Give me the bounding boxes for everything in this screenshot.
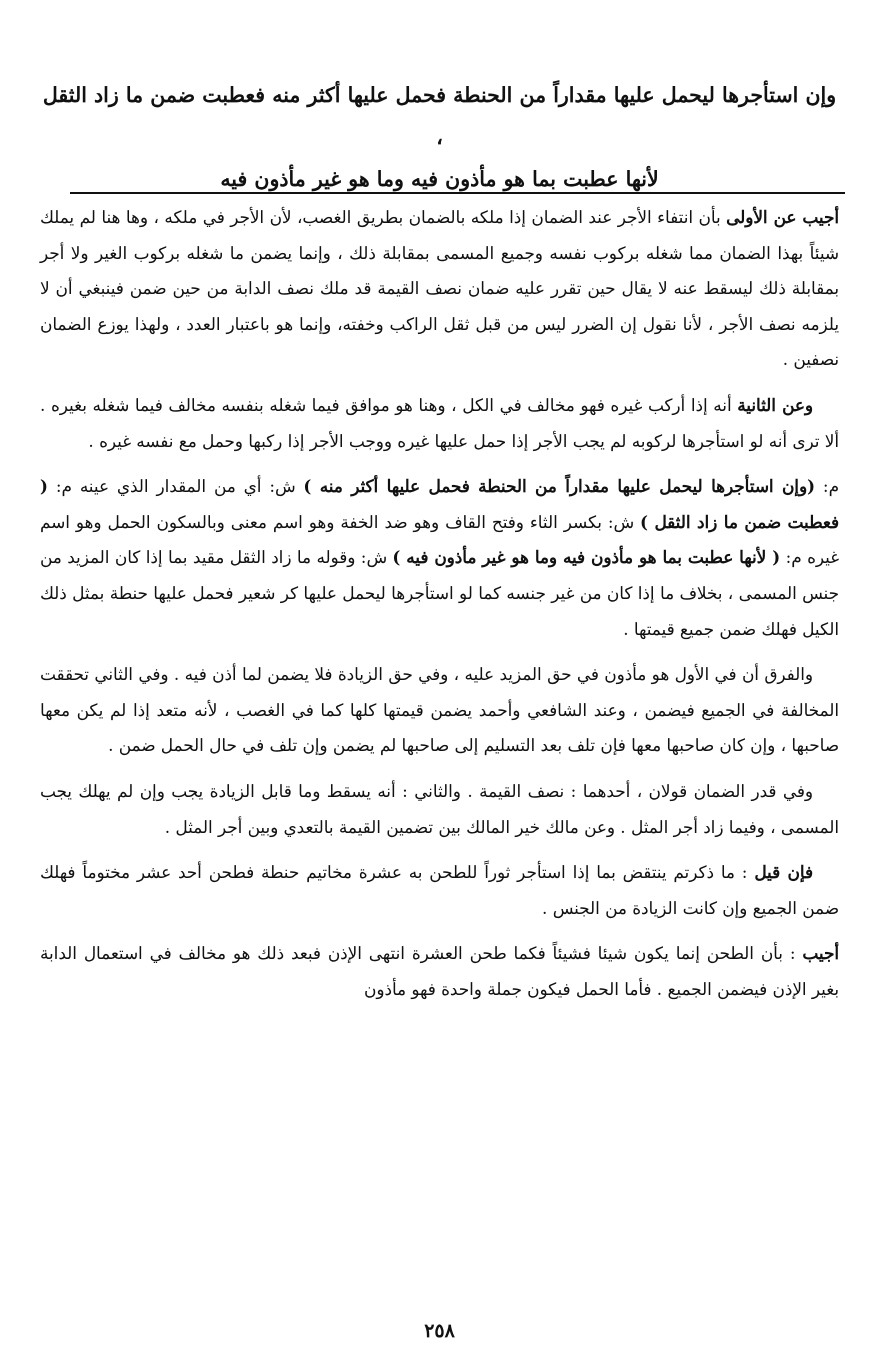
sharh-text-1: ش: أي من المقدار الذي عينه م: bbox=[47, 476, 304, 497]
paragraph-text: : ما ذكرتم ينتقض بما إذا استأجر ثوراً للطحن به عشرة مخاتيم حنطة فطحن أحد عشر مختوماً فهلك ضمن الجميع وإن كانت الزيادة من الجنس . bbox=[40, 862, 839, 918]
paragraph-text: : بأن الطحن إنما يكون شيئا فشيئاً فكما طحن العشرة انتهى الإذن فبعد ذلك هو مخالف في استعمال الدابة بغير الإذن فيضمن الجميع . فأما الحمل فيكون جملة واحدة فهو مأذون bbox=[40, 943, 839, 999]
paragraph-lead: أجيب عن الأولى bbox=[726, 207, 839, 227]
sharh-text-3: ش: وقوله ما زاد الثقل مقيد بما إذا كان المزيد من جنس المسمى ، بخلاف ما إذا كان من غير جنسه كما لو استأجرها ليحمل عليها كر شعير فحمل عليها حنطة بمثل ذلك الكيل فهلك ضمن جميع قيمتها . bbox=[40, 547, 839, 639]
paragraph-lead: أجيب bbox=[802, 943, 839, 964]
paragraph-text: وفي قدر الضمان قولان ، أحدهما : نصف القيمة . والثاني : أنه يسقط وما قابل الزيادة يجب وإن لم يهلك يجب المسمى ، وفيما زاد أجر المثل . وعن مالك خير المالك بين تضمين القيمة بالتعدي وبين أجر المثل . bbox=[40, 780, 839, 837]
paragraph-lead: فإن قيل bbox=[754, 862, 813, 883]
paragraph-text: بأن انتفاء الأجر عند الضمان إذا ملكه بالضمان بطريق الغصب، لأن الأجر في ملكه ، وها هنا لم يملك شيئاً بهذا الضمان مما شغله بركوب نفسه وجميع المسمى بمقابلة ذلك ، وإنما يضمن ما شغله بركوب الغير ولا أجر بمقابلة ذلك ليسقط عنه لا يقال حين تقرر عليه ضمان نصف القيمة قد ملك نصف الدابة من حين ضمن فينبغي أن لا يلزمه نصف الأجر ، لأنا نقول إن الضرر ليس من قبل ثقل الراكب وخفته، وإنما هو باعتبار العدد ، ولهذا يوزع الضمان نصفين . bbox=[40, 207, 839, 370]
paragraph-text: أنه إذا أركب غيره فهو مخالف في الكل ، وهنا هو موافق فيما شغله بنفسه مخالف فيما شغله بغيره . ألا ترى أنه لو استأجرها لركوبه لم يجب الأجر إذا حمل عليها غيره ووجب الأجر إذا ركبها وحمل مع نفسه غيره . bbox=[40, 394, 839, 451]
matn-quote-3: ( لأنها عطبت بما هو مأذون فيه وما هو غير مأذون فيه ) bbox=[392, 547, 781, 568]
matn-line-2: لأنها عطبت بما هو مأذون فيه وما هو غير مأذون فيه bbox=[220, 167, 659, 191]
paragraph-text: والفرق أن في الأول هو مأذون في حق المزيد عليه ، وفي حق الزيادة فلا يضمن لما أذن فيه . وفي الثاني تحققت المخالفة في الجميع فيضمن ، وعند الشافعي وأحمد يضمن قيمتها كلها كما في الغصب ، لأنه متعد إذا لم يكن معها صاحبها ، وإن كان صاحبها معها فإن تلف بعد التسليم إلى صاحبها لم يضمن وإن تلف في حال الحمل ضمن . bbox=[40, 664, 839, 756]
matn-quote-2: ( فعطبت ضمن ما زاد الثقل ) bbox=[40, 476, 839, 532]
commentary bbox=[40, 200, 839, 1017]
paragraph-damages bbox=[40, 774, 839, 845]
paragraph-lead: وعن الثانية bbox=[737, 394, 813, 415]
paragraph-answer-second bbox=[40, 388, 839, 459]
page-number: ٢٥٨ bbox=[424, 1320, 455, 1342]
matn-heading bbox=[38, 74, 841, 200]
separator-rule bbox=[70, 192, 845, 194]
sharh-text-2: ش: بكسر الثاء وفتح القاف وهو ضد الخفة وهو اسم معنى وبالسكون الحمل وهو اسم غيره م: bbox=[40, 511, 839, 568]
paragraph-difference bbox=[40, 657, 839, 764]
paragraph-reply bbox=[40, 936, 839, 1007]
matn-marker: م: bbox=[815, 476, 839, 497]
paragraph-answer-first bbox=[40, 200, 839, 378]
matn-line-1: وإن استأجرها ليحمل عليها مقداراً من الحنطة فحمل عليها أكثر منه فعطبت ضمن ما زاد الثقل ، bbox=[42, 83, 837, 149]
paragraph-matn-sharh bbox=[40, 469, 839, 647]
paragraph-objection bbox=[40, 855, 839, 926]
matn-quote-1: (وإن استأجرها ليحمل عليها مقداراً من الحنطة فحمل عليها أكثر منه ) bbox=[303, 476, 816, 497]
